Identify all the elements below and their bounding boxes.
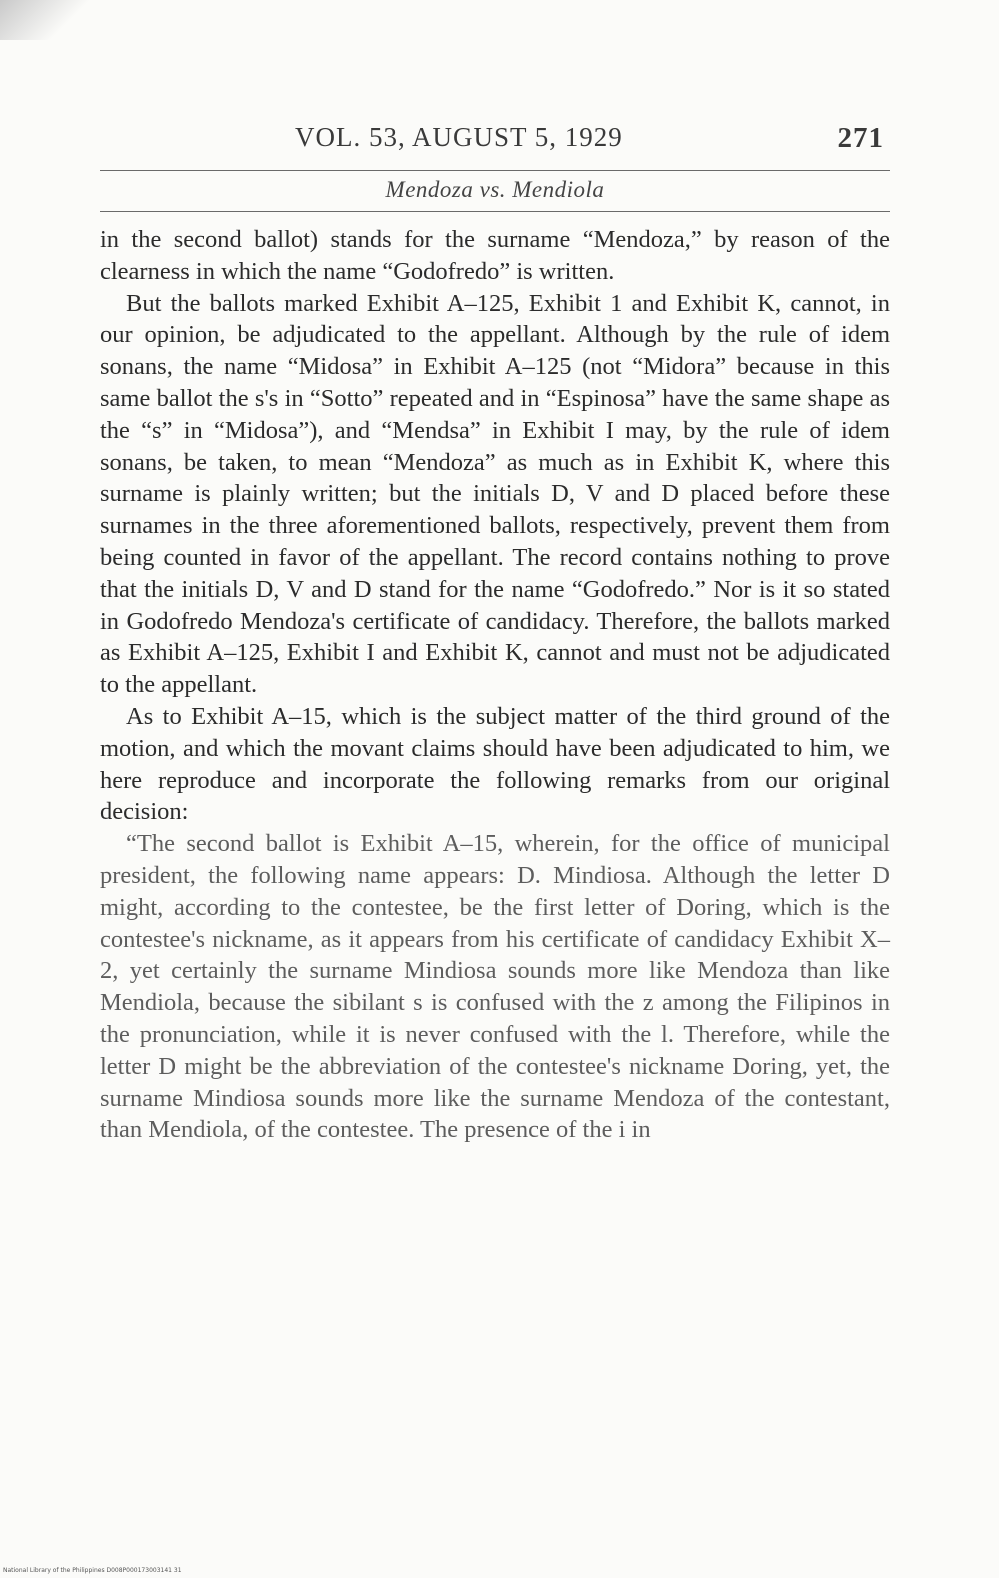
paragraph-1: in the second ballot) stands for the surname “Mendoza,” by reason of the clearness in which the name “Godofredo” is written. [100, 226, 890, 285]
header-rule-bottom [100, 211, 890, 212]
running-head [100, 120, 890, 162]
page-number: 271 [837, 122, 884, 154]
body-text [100, 224, 890, 1146]
volume-date: VOL. 53, AUGUST 5, 1929 [295, 122, 623, 152]
quoted-paragraph: “The second ballot is Exhibit A–15, wherein, for the office of municipal president, the following name appears: D. Mindiosa. Although the letter D might, according to the contestee, be the first letter of Doring, which is the contestee's nickname, as it appears from his certificate of candidacy Exhibit X–2, yet certainly the surname Mindiosa sounds more like Mendoza than like Mendiola, because the sibilant s is confused with the z among the Filipinos in the pronunciation, while it is never confused with the l. Therefore, while the letter D might be the abbreviation of the contestee's nickname Doring, yet, the surname Mindiosa sounds more like the surname Mendoza of the contestant, than Mendiola, of the contestee. The presence of the i in [100, 830, 890, 1144]
case-title: Mendoza vs. Mendiola [385, 177, 605, 202]
paragraph-2: But the ballots marked Exhibit A–125, Exhibit 1 and Exhibit K, cannot, in our opinion, be adjudicated to the appellant. Although by the rule of idem sonans, the name “Midosa” in Exhibit A–125 (not “Midora” because in this same ballot the s's in “Sotto” repeated and in “Espinosa” have the same shape as the “s” in “Midosa”), and “Mendsa” in Exhibit I may, by the rule of idem sonans, be taken, to mean “Mendoza” as much as in Exhibit K, where this surname is plainly written; but the initials D, V and D placed before these surnames in the three aforementioned ballots, respectively, prevent them from being counted in favor of the appellant. The record contains nothing to prove that the initials D, V and D stand for the name “Godofredo.” Nor is it so stated in Godofredo Mendoza's certificate of candidacy. Therefore, the ballots marked as Exhibit A–125, Exhibit I and Exhibit K, cannot and must not be adjudicated to the appellant. [100, 289, 890, 699]
document-page [100, 120, 890, 1146]
paragraph-3: As to Exhibit A–15, which is the subject matter of the third ground of the motion, and which the movant claims should have been adjudicated to him, we here reproduce and incorporate the following remarks from our original decision: [100, 702, 890, 826]
scan-corner-shadow [0, 0, 90, 40]
header-rule-top [100, 170, 890, 171]
library-credit: National Library of the Philippines D008P000173003141 31 [3, 1567, 182, 1574]
